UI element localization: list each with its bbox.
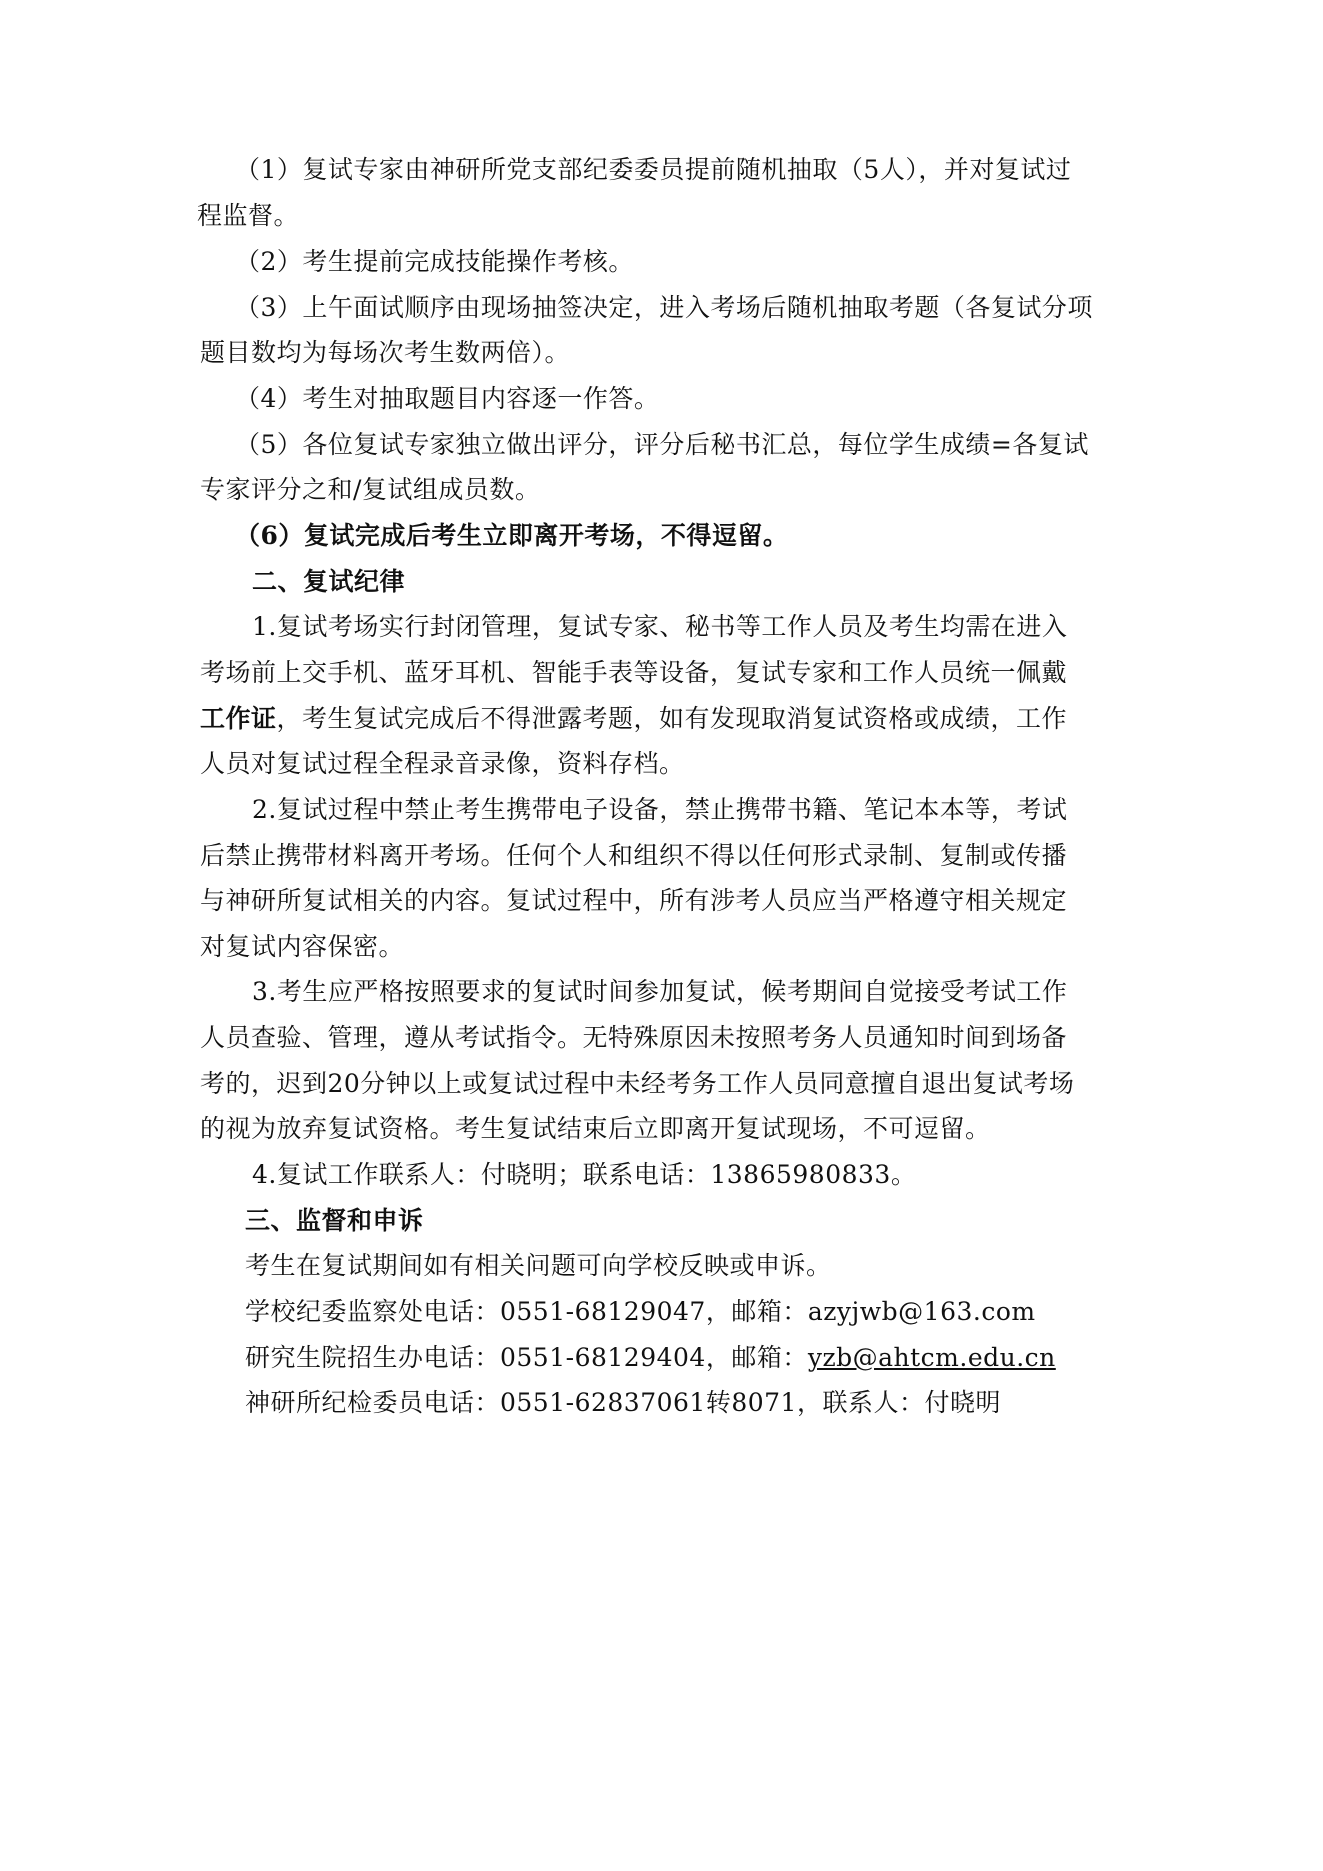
rule3-line1: 3.考生应严格按照要求的复试时间参加复试，候考期间自觉接受考试工作 — [252, 977, 1068, 1006]
p1-line1: （1）复试专家由神研所党支部纪委委员提前随机抽取（5人），并对复试过 — [235, 155, 1072, 184]
p3-line1: （3）上午面试顺序由现场抽签决定，进入考场后随机抽取考题（各复试分项 — [235, 293, 1093, 322]
rule2-line2: 后禁止携带材料离开考场。任何个人和组织不得以任何形式录制、复制或传播 — [200, 841, 1068, 870]
p5-line2: 专家评分之和/复试组成员数。 — [200, 475, 541, 504]
rule2-line4: 对复试内容保密。 — [200, 932, 405, 961]
contact-admissions-prefix: 研究生院招生办电话：0551-68129404，邮箱： — [245, 1343, 808, 1372]
p2: （2）考生提前完成技能操作考核。 — [235, 247, 634, 276]
p4: （4）考生对抽取题目内容逐一作答。 — [235, 384, 660, 413]
contact-discipline-office: 学校纪委监察处电话：0551-68129047，邮箱：azyjwb@163.com — [245, 1297, 1036, 1326]
rule2-line1: 2.复试过程中禁止考生携带电子设备，禁止携带书籍、笔记本本等，考试 — [252, 795, 1068, 824]
rule3-line2: 人员查验、管理，遵从考试指令。无特殊原因未按照考务人员通知时间到场备 — [200, 1023, 1068, 1052]
section3-heading: 三、监督和申诉 — [245, 1206, 424, 1235]
rule1-line3-rest: ，考生复试完成后不得泄露考题，如有发现取消复试资格或成绩，工作 — [276, 704, 1068, 733]
p6: （6）复试完成后考生立即离开考场，不得逗留。 — [235, 521, 789, 550]
admissions-email-link[interactable]: yzb@ahtcm.edu.cn — [807, 1343, 1056, 1372]
rule3-line4: 的视为放弃复试资格。考生复试结束后立即离开复试现场，不可逗留。 — [200, 1114, 991, 1143]
section2-heading: 二、复试纪律 — [252, 567, 406, 596]
rule3-line3: 考的，迟到20分钟以上或复试过程中未经考务工作人员同意擅自退出复试考场 — [200, 1069, 1075, 1098]
rule1-line3 — [200, 701, 1067, 737]
rule2-line3: 与神研所复试相关的内容。复试过程中，所有涉考人员应当严格遵守相关规定 — [200, 886, 1068, 915]
rule1-line4: 人员对复试过程全程录音录像，资料存档。 — [200, 749, 685, 778]
contact-institute-inspector: 神研所纪检委员电话：0551-62837061转8071，联系人：付晓明 — [245, 1388, 1001, 1417]
rule1-line1: 1.复试考场实行封闭管理，复试专家、秘书等工作人员及考生均需在进入 — [252, 612, 1068, 641]
p1-line2: 程监督。 — [197, 201, 300, 230]
rule1-bold-term: 工作证 — [200, 704, 277, 733]
appeal-intro: 考生在复试期间如有相关问题可向学校反映或申诉。 — [245, 1251, 832, 1280]
rule1-line2: 考场前上交手机、蓝牙耳机、智能手表等设备，复试专家和工作人员统一佩戴 — [200, 658, 1068, 687]
p5-line1: （5）各位复试专家独立做出评分，评分后秘书汇总，每位学生成绩=各复试 — [235, 430, 1089, 459]
rule4: 4.复试工作联系人：付晓明；联系电话：13865980833。 — [252, 1160, 917, 1189]
p3-line2: 题目数均为每场次考生数两倍）。 — [200, 338, 571, 367]
contact-admissions-office — [245, 1340, 1056, 1376]
